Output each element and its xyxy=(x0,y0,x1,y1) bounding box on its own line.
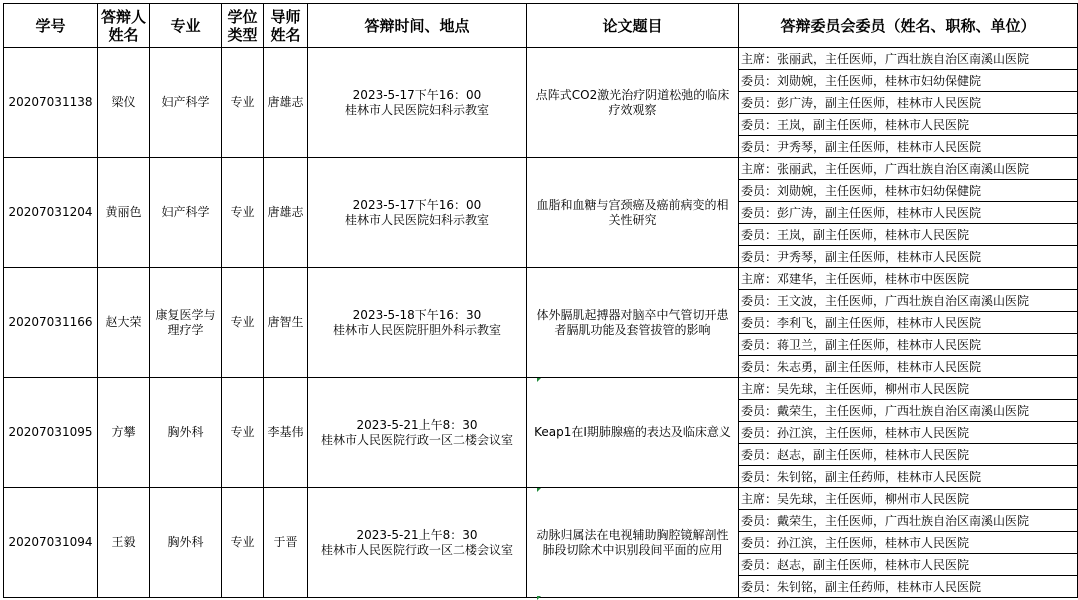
committee-member-cell[interactable]: 委员：戴荣生，主任医师，广西壮族自治区南溪山医院 xyxy=(739,400,1078,422)
header-student-id[interactable]: 学号 xyxy=(4,4,98,48)
committee-member-cell[interactable]: 主席：张丽武，主任医师，广西壮族自治区南溪山医院 xyxy=(739,48,1078,70)
time-place-cell[interactable] xyxy=(308,48,527,158)
major-cell[interactable]: 妇产科学 xyxy=(150,48,222,158)
student-name-cell[interactable]: 赵大荣 xyxy=(98,268,150,378)
defense-time: 2023-5-17下午16：00 xyxy=(352,87,482,102)
committee-member-cell[interactable]: 委员：尹秀琴，副主任医师，桂林市人民医院 xyxy=(739,136,1078,158)
defense-time: 2023-5-21上午8：30 xyxy=(356,417,478,432)
committee-member-cell[interactable]: 委员：李利飞，副主任医师，桂林市人民医院 xyxy=(739,312,1078,334)
committee-member-cell[interactable]: 委员：蒋卫兰，副主任医师，桂林市人民医院 xyxy=(739,334,1078,356)
header-row xyxy=(4,4,1078,48)
header-name[interactable] xyxy=(98,4,150,48)
thesis-title-cell[interactable]: 动脉归属法在电视辅助胸腔镜解剖性肺段切除术中识别段间平面的应用 xyxy=(527,488,739,598)
student-name-cell[interactable]: 黄丽色 xyxy=(98,158,150,268)
defense-time: 2023-5-17下午16：00 xyxy=(352,197,482,212)
defense-time: 2023-5-21上午8：30 xyxy=(356,527,478,542)
header-major[interactable]: 专业 xyxy=(150,4,222,48)
defense-schedule-table xyxy=(3,3,1078,598)
student-id-cell[interactable]: 20207031095 xyxy=(4,378,98,488)
degree-type-cell[interactable]: 专业 xyxy=(222,48,264,158)
major-cell[interactable]: 胸外科 xyxy=(150,378,222,488)
committee-member-cell[interactable]: 委员：孙江滨，主任医师，桂林市人民医院 xyxy=(739,532,1078,554)
degree-type-cell[interactable]: 专业 xyxy=(222,488,264,598)
table-body xyxy=(4,48,1078,598)
table-row xyxy=(4,48,1078,70)
committee-member-cell[interactable]: 委员：王文波，主任医师，广西壮族自治区南溪山医院 xyxy=(739,290,1078,312)
thesis-title-cell[interactable]: Keap1在I期肺腺癌的表达及临床意义 xyxy=(527,378,739,488)
defense-time: 2023-5-18下午16：30 xyxy=(352,307,482,322)
header-thesis-title[interactable]: 论文题目 xyxy=(527,4,739,48)
time-place-cell[interactable] xyxy=(308,158,527,268)
committee-member-cell[interactable]: 委员：彭广涛，副主任医师，桂林市人民医院 xyxy=(739,92,1078,114)
student-id-cell[interactable]: 20207031204 xyxy=(4,158,98,268)
thesis-title-cell[interactable]: 血脂和血糖与宫颈癌及癌前病变的相关性研究 xyxy=(527,158,739,268)
committee-member-cell[interactable]: 主席：吴先球，主任医师，柳州市人民医院 xyxy=(739,488,1078,510)
committee-member-cell[interactable]: 委员：彭广涛，副主任医师，桂林市人民医院 xyxy=(739,202,1078,224)
student-name-cell[interactable]: 梁仪 xyxy=(98,48,150,158)
table-row xyxy=(4,268,1078,290)
advisor-cell[interactable]: 李基伟 xyxy=(264,378,308,488)
time-place-cell[interactable] xyxy=(308,488,527,598)
cell-comment-marker xyxy=(537,378,541,382)
header-advisor[interactable] xyxy=(264,4,308,48)
major-cell[interactable]: 胸外科 xyxy=(150,488,222,598)
committee-member-cell[interactable]: 委员：戴荣生，主任医师，广西壮族自治区南溪山医院 xyxy=(739,510,1078,532)
defense-place: 桂林市人民医院行政一区二楼会议室 xyxy=(320,542,513,557)
committee-member-cell[interactable]: 委员：尹秀琴，副主任医师，桂林市人民医院 xyxy=(739,246,1078,268)
header-time-place[interactable]: 答辩时间、地点 xyxy=(308,4,527,48)
student-id-cell[interactable]: 20207031138 xyxy=(4,48,98,158)
cell-comment-marker xyxy=(537,596,541,600)
committee-member-cell[interactable]: 委员：王岚，副主任医师，桂林市人民医院 xyxy=(739,224,1078,246)
committee-member-cell[interactable]: 委员：孙江滨，主任医师，桂林市人民医院 xyxy=(739,422,1078,444)
advisor-cell[interactable]: 于晋 xyxy=(264,488,308,598)
committee-member-cell[interactable]: 委员：朱钊铭，副主任药师，桂林市人民医院 xyxy=(739,466,1078,488)
table-row xyxy=(4,158,1078,180)
committee-member-cell[interactable]: 委员：刘勋婉，主任医师，桂林市妇幼保健院 xyxy=(739,180,1078,202)
committee-member-cell[interactable]: 委员：王岚，副主任医师，桂林市人民医院 xyxy=(739,114,1078,136)
header-advisor-text: 导师姓名 xyxy=(270,7,301,44)
header-degree-type-text: 学位类型 xyxy=(227,7,258,44)
header-name-text: 答辩人姓名 xyxy=(100,7,146,44)
advisor-cell[interactable]: 唐雄志 xyxy=(264,158,308,268)
defense-place: 桂林市人民医院妇科示教室 xyxy=(344,102,489,117)
committee-member-cell[interactable]: 委员：朱志勇，副主任医师，桂林市人民医院 xyxy=(739,356,1078,378)
committee-member-cell[interactable]: 主席：邓建华，主任医师，桂林市中医医院 xyxy=(739,268,1078,290)
cell-comment-marker xyxy=(537,488,541,492)
degree-type-cell[interactable]: 专业 xyxy=(222,268,264,378)
committee-member-cell[interactable]: 委员：赵志，副主任医师，桂林市人民医院 xyxy=(739,444,1078,466)
student-name-cell[interactable]: 方攀 xyxy=(98,378,150,488)
defense-place: 桂林市人民医院行政一区二楼会议室 xyxy=(320,432,513,447)
major-cell[interactable]: 妇产科学 xyxy=(150,158,222,268)
student-name-cell[interactable]: 王毅 xyxy=(98,488,150,598)
committee-member-cell[interactable]: 委员：朱钊铭，副主任药师，桂林市人民医院 xyxy=(739,576,1078,598)
committee-member-cell[interactable]: 主席：张丽武，主任医师，广西壮族自治区南溪山医院 xyxy=(739,158,1078,180)
student-id-cell[interactable]: 20207031094 xyxy=(4,488,98,598)
committee-member-cell[interactable]: 委员：赵志，副主任医师，桂林市人民医院 xyxy=(739,554,1078,576)
defense-place: 桂林市人民医院妇科示教室 xyxy=(344,212,489,227)
major-cell[interactable]: 康复医学与理疗学 xyxy=(150,268,222,378)
thesis-title-cell[interactable]: 体外膈肌起搏器对脑卒中气管切开患者膈肌功能及套管拔管的影响 xyxy=(527,268,739,378)
header-degree-type[interactable] xyxy=(222,4,264,48)
committee-member-cell[interactable]: 主席：吴先球，主任医师，柳州市人民医院 xyxy=(739,378,1078,400)
degree-type-cell[interactable]: 专业 xyxy=(222,378,264,488)
student-id-cell[interactable]: 20207031166 xyxy=(4,268,98,378)
time-place-cell[interactable] xyxy=(308,268,527,378)
advisor-cell[interactable]: 唐智生 xyxy=(264,268,308,378)
degree-type-cell[interactable]: 专业 xyxy=(222,158,264,268)
committee-member-cell[interactable]: 委员：刘勋婉，主任医师，桂林市妇幼保健院 xyxy=(739,70,1078,92)
defense-place: 桂林市人民医院肝胆外科示教室 xyxy=(332,322,501,337)
time-place-cell[interactable] xyxy=(308,378,527,488)
advisor-cell[interactable]: 唐雄志 xyxy=(264,48,308,158)
thesis-title-cell[interactable]: 点阵式CO2激光治疗阴道松弛的临床疗效观察 xyxy=(527,48,739,158)
header-committee[interactable]: 答辩委员会委员（姓名、职称、单位） xyxy=(739,4,1078,48)
